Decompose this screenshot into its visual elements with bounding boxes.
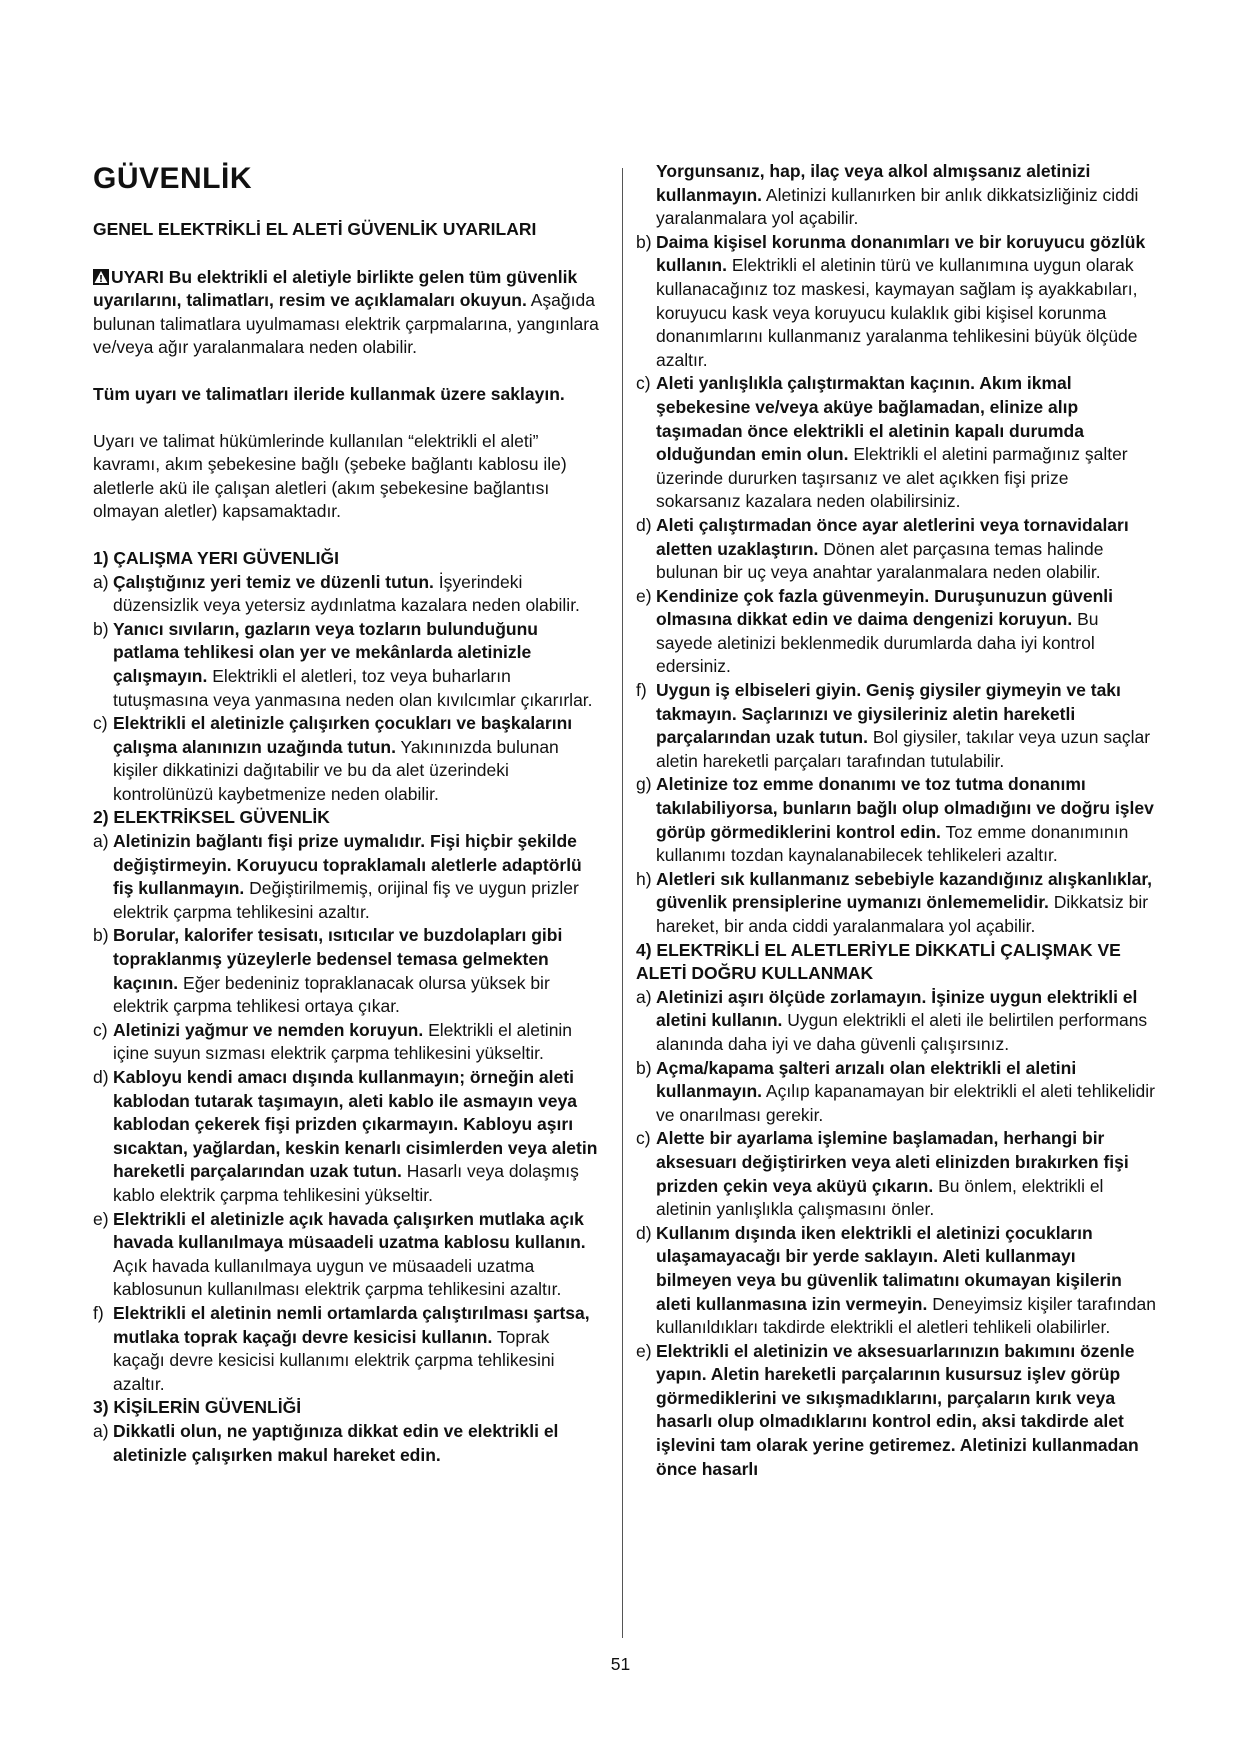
item-text: Toprak kaçağı devre kesicisi kullanımı elektrik çarpma tehlikesini azaltır. [113, 1326, 555, 1394]
item-label: a) [636, 986, 652, 1007]
item-text: Hasarlı veya dolaşmış kablo elektrik çarpma tehlikesini yükseltir. [113, 1161, 579, 1205]
section-heading: 3) KİŞİLERİN GÜVENLİĞİ [93, 1397, 302, 1418]
item-bold-text: Aletinizin bağlantı fişi prize uymalıdır. Fişi hiçbir şekilde değiştirmeyin. Koruyucu topraklamalı aletlerle adaptörlü fiş kullanmayın. [113, 831, 582, 899]
item-label: b) [636, 1057, 652, 1078]
left-sections [93, 547, 605, 1467]
item-bold-text: Elektrikli el aletinizle açık havada çalışırken mutlaka açık havada kullanılmaya müsaadeli uzatma kablosu kullanın. [113, 1208, 586, 1253]
item-label: f) [93, 1302, 104, 1323]
item-label: c) [93, 713, 108, 734]
list-item [93, 712, 605, 806]
page-number: 51 [610, 1654, 631, 1674]
item-text: Değiştirilmemiş, orijinal fiş ve uygun prizler elektrik çarpma tehlikesini azaltır. [113, 878, 579, 922]
list-item [93, 1302, 605, 1396]
keep-note: Tüm uyarı ve talimatları ileride kullanmak üzere saklayın. [93, 383, 565, 404]
list-item-continuation [636, 160, 1156, 231]
list-item [93, 1019, 605, 1066]
list-item [93, 571, 605, 618]
item-label: c) [636, 1128, 651, 1149]
list-item [93, 924, 605, 1018]
list-item [636, 868, 1156, 939]
list-item [636, 773, 1156, 867]
item-bold-text: Kabloyu kendi amacı dışında kullanmayın; örneğin aleti kablodan tutarak taşımayın, aleti kablo ile asmayın veya kablodan çekerek fişi prizden çıkarmayın. Kabloyu aşırı sıcaktan, yağlardan, keskin kenarlı cisimlerden veya aletin hareketli parçalarından uzak tutun. [113, 1067, 598, 1182]
item-label: c) [636, 373, 651, 394]
item-bold-text: Elektrikli el aletinin nemli ortamlarda çalıştırılması şartsa, mutlaka toprak kaçağı devre kesicisi kullanın. [113, 1302, 590, 1347]
item-text: Eğer bedeniniz topraklanacak olursa yüksek bir elektrik çarpma tehlikesi ortaya çıkar. [113, 972, 550, 1017]
item-label: e) [636, 585, 652, 606]
item-label: h) [636, 868, 652, 889]
item-bold-text: Dikkatli olun, ne yaptığınıza dikkat edin ve elektrikli el aletinizle çalışırken makul hareket edin. [113, 1420, 559, 1465]
item-bold-text: Borular, kalorifer tesisatı, ısıtıcılar ve buzdolapları gibi topraklanmış yüzeylerle bedensel temasa gelmekten kaçının. [113, 925, 563, 993]
item-text: Uygun elektrikli el aleti ile belirtilen performans alanında daha iyi ve daha güvenli çalışırsınız. [656, 1010, 1148, 1054]
section-heading: 4) ELEKTRİKLİ EL ALETLERİYLE DİKKATLİ ÇALIŞMAK VE ALETİ DOĞRU KULLANMAK [636, 939, 1121, 984]
section-heading: 2) ELEKTRİKSEL GÜVENLİK [93, 807, 330, 828]
item-bold-text: Elektrikli el aletinizin ve aksesuarlarınızın bakımını özenle yapın. Aletin hareketli parçalarının kusursuz işlev görüp görmediklerini ve sıkışmadıklarını, parçaların kırık veya hasarlı olup olmadıklarını kontrol edin, aksi takdirde alet işlevini tam olarak yerine getiremez. Aletinizi kullanmadan önce hasarlı [656, 1340, 1139, 1479]
item-bold-text: Elektrikli el aletinizle çalışırken çocukları ve başkalarını çalışma alanınızın uzağında tutun. [113, 713, 573, 757]
item-label: b) [93, 618, 109, 639]
item-bold-text: Açma/kapama şalteri arızalı olan elektrikli el aletini kullanmayın. [656, 1057, 1077, 1102]
item-bold-text: Kullanım dışında iken elektrikli el aletinizi çocukların ulaşamayacağı bir yerde saklayın. Aleti kullanmayı bilmeyen veya bu güvenlik talimatını okumayan kişilerin aleti kullanmasına izin vermeyin. [656, 1222, 1122, 1314]
item-bold-text: Aleti yanlışlıkla çalıştırmaktan kaçının. Akım ikmal şebekesine ve/veya aküye bağlamadan, elinize alıp taşımadan önce elektrikli el aletinin kapalı durumda olduğundan emin olun. [656, 373, 1084, 465]
list-item [636, 986, 1156, 1057]
left-column [93, 160, 605, 1467]
list-item [636, 1222, 1156, 1340]
list-item [636, 1127, 1156, 1221]
list-item [93, 830, 605, 924]
item-label: e) [636, 1340, 652, 1361]
list-item [93, 1066, 605, 1208]
item-label: a) [93, 571, 109, 592]
item-label: b) [636, 231, 652, 252]
list-item [636, 679, 1156, 773]
item-label: a) [93, 1420, 109, 1441]
item-text: Elektrikli el aletinin içine suyun sızması elektrik çarpma tehlikesini yükseltir. [113, 1019, 573, 1064]
item-text: Dikkatsiz bir hareket, bir anda ciddi yaralanmalara yol açabilir. [656, 892, 1149, 936]
item-label: b) [93, 925, 109, 946]
item-label: e) [93, 1208, 109, 1229]
warning-triangle-icon [93, 269, 109, 285]
item-bold-text: Aletinizi aşırı ölçüde zorlamayın. İşinize uygun elektrikli el aletini kullanın. [656, 986, 1138, 1031]
item-text: Deneyimsiz kişiler tarafından kullanıldıkları takdirde elektrikli el aletleri tehlikeli olabilirler. [656, 1293, 1156, 1338]
item-bold-text: Aletleri sık kullanmanız sebebiyle kazandığınız alışkanlıklar, güvenlik prensiplerine uymanızı önlememelidir. [656, 868, 1153, 913]
item-label: c) [93, 1019, 108, 1040]
list-item [93, 1208, 605, 1302]
warning-bold-text: UYARI Bu elektrikli el aletiyle birlikte gelen tüm güvenlik uyarılarını, talimatları, resim ve açıklamaları okuyun. [93, 266, 578, 311]
item-bold-text: Alette bir ayarlama işlemine başlamadan, herhangi bir aksesuarı değiştirirken veya aleti elinizden bırakırken fişi prizden çekin veya aküyü çıkarın. [656, 1128, 1129, 1196]
list-item [93, 618, 605, 712]
list-item [636, 231, 1156, 373]
item-bold-text: Daima kişisel korunma donanımları ve bir koruyucu gözlük kullanın. [656, 231, 1146, 276]
item-text: Yakınınızda bulunan kişiler dikkatinizi dağıtabilir ve bu da alet üzerindeki kontrolünüzü kaybetmenize neden olabilir. [113, 736, 559, 804]
item-bold-text: Aletinize toz emme donanımı ve toz tutma donanımı takılabiliyorsa, bunların bağlı olup olmadığını ve doğru işlev görüp görmediklerini kontrol edin. [656, 774, 1154, 842]
item-text: Elektrikli el aletleri, toz veya buharların tutuşmasına veya yanmasına neden olan kıvılcımlar çıkarırlar. [113, 665, 593, 710]
column-divider [622, 168, 623, 1638]
item-text: Bu önlem, elektrikli el aletinin yanlışlıkla çalışmasını önler. [656, 1175, 1104, 1220]
item-text: İşyerindeki düzensizlik veya yetersiz aydınlatma kazalara neden olabilir. [113, 571, 580, 616]
item-label: d) [93, 1067, 109, 1087]
item-text: Dönen alet parçasına temas halinde bulunan bir uç veya anahtar yaralanmalara neden olabilir. [656, 538, 1104, 583]
item-text: Aletinizi kullanırken bir anlık dikkatsizliğiniz ciddi yaralanmalara yol açabilir. [656, 184, 1139, 229]
item-bold-text: Yanıcı sıvıların, gazların veya tozların bulunduğunu patlama tehlikesi olan yer ve mekânlarda aletinizle çalışmayın. [113, 618, 538, 686]
list-item [93, 1420, 605, 1467]
item-label: f) [636, 680, 647, 701]
item-bold-text: Aleti çalıştırmadan önce ayar aletlerini veya tornavidaları aletten uzaklaştırın. [656, 514, 1129, 559]
section-heading: 1) ÇALIŞMA YERI GÜVENLIĞI [93, 547, 339, 568]
item-label: g) [636, 774, 652, 795]
list-item [636, 514, 1156, 585]
section-subtitle: GENEL ELEKTRİKLİ EL ALETİ GÜVENLİK UYARILARI [93, 219, 537, 239]
item-bold-text: Aletinizi yağmur ve nemden koruyun. [113, 1019, 424, 1040]
warning-paragraph [93, 266, 605, 360]
item-text: Bol giysiler, takılar veya uzun saçlar aletin hareketli parçaları tarafından tutulabilir. [656, 727, 1151, 771]
item-text: Bu sayede aletinizi beklenmedik durumlarda daha iyi kontrol edersiniz. [656, 609, 1099, 677]
item-text: Açık havada kullanılmaya uygun ve müsaadeli uzatma kablosunun kullanılması elektrik çarpma tehlikesini azaltır. [113, 1255, 562, 1300]
item-text: Elektrikli el aletinin türü ve kullanımına uygun olarak kullanacağınız toz maskesi, kaymayan sağlam iş ayakkabıları, koruyucu kask veya koruyucu kulaklık gibi kişisel korunma donanımlarını kullanmanız yaralanma tehlikesini büyük ölçüde azaltır. [656, 255, 1138, 370]
item-text: Elektrikli el aletini parmağınız şalter üzerinde dururken taşırsanız ve alet açıkken fişi prize sokarsanız kazalara neden olabilirsiniz. [656, 444, 1128, 512]
right-sections [636, 160, 1156, 1481]
list-item [636, 585, 1156, 679]
item-text: Açılıp kapanamayan bir elektrikli el aleti tehlikelidir ve onarılması gerekir. [656, 1081, 1155, 1125]
list-item [636, 1057, 1156, 1128]
item-label: a) [93, 831, 109, 852]
definition-paragraph: Uyarı ve talimat hükümlerinde kullanılan “elektrikli el aleti” kavramı, akım şebekesine bağlı (şebeke bağlantı kablosu ile) aletlerle akü ile çalışan aletleri (akım şebekesine bağlantısı olmayan aletler) kapsamaktadır. [93, 430, 567, 522]
item-bold-text: Yorgunsanız, hap, ilaç veya alkol almışsanız aletinizi kullanmayın. [656, 161, 1091, 205]
page-title: GÜVENLİK [93, 162, 253, 195]
item-bold-text: Çalıştığınız yeri temiz ve düzenli tutun. [113, 571, 434, 592]
item-bold-text: Uygun iş elbiseleri giyin. Geniş giysiler giymeyin ve takı takmayın. Saçlarınızı ve giysileriniz aletin hareketli parçalarından uzak tutun. [656, 680, 1121, 748]
item-text: Toz emme donanımının kullanımı tozdan kaynalanabilecek tehlikeleri azaltır. [656, 821, 1129, 866]
item-label: d) [636, 1222, 652, 1243]
item-label: d) [636, 514, 652, 535]
item-bold-text: Kendinize çok fazla güvenmeyin. Duruşunuzun güvenli olmasına dikkat edin ve daima dengenizi koruyun. [656, 585, 1114, 630]
right-column [636, 160, 1156, 1481]
list-item [636, 372, 1156, 514]
warning-text: Aşağıda bulunan talimatlara uyulmaması elektrik çarpmalarına, yangınlara ve/veya ağır yaralanmalara neden olabilir. [93, 290, 599, 358]
list-item [636, 1340, 1156, 1482]
